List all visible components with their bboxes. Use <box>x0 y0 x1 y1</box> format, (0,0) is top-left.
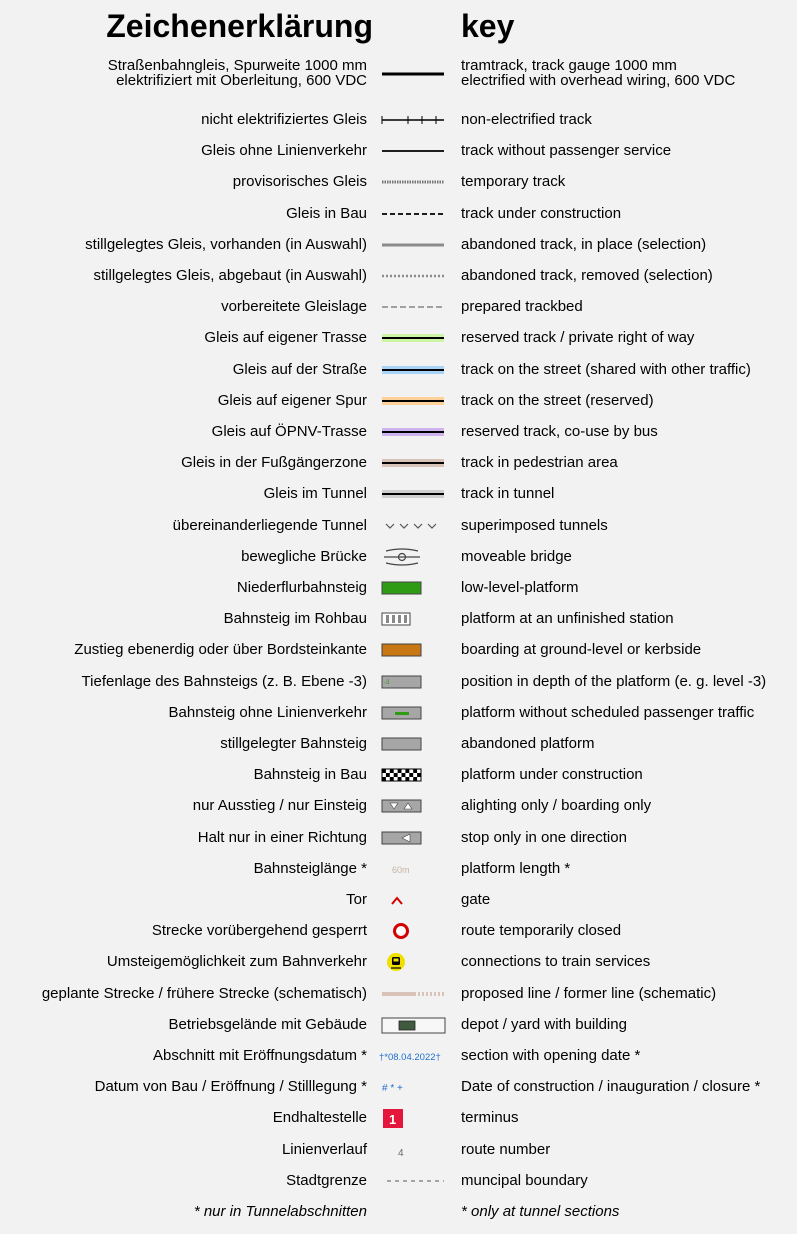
svg-text:-3: -3 <box>384 679 390 686</box>
removed-track-icon <box>378 266 448 286</box>
legend-label-en: low-level-platform <box>461 579 579 596</box>
alight-board-only-icon <box>378 796 448 816</box>
legend-label-en: temporary track <box>461 173 566 191</box>
legend-label-de: stillgelegtes Gleis, vorhanden (in Auswahl) <box>85 235 367 253</box>
legend-row <box>0 547 797 567</box>
legend-label-en: platform without scheduled passenger traffic <box>461 703 755 721</box>
legend-label-de: Gleis in der Fußgängerzone <box>181 454 367 472</box>
bus-track-icon <box>378 422 448 442</box>
legend-label-de: stillgelegtes Gleis, abgebaut (in Auswahl) <box>93 267 367 284</box>
platform-length-icon <box>378 859 448 879</box>
legend-row <box>0 1202 797 1222</box>
legend-row <box>0 1108 797 1128</box>
own-lane-track-icon <box>378 391 448 411</box>
legend-label-en: tramtrack, track gauge 1000 mm electrified with overhead wiring, 600 VDC <box>461 57 736 89</box>
legend-label-en: moveable bridge <box>461 547 572 565</box>
legend-row <box>0 734 797 754</box>
legend-label-en: abandoned track, in place (selection) <box>461 235 707 253</box>
legend-label-en: gate <box>461 891 491 908</box>
legend-label-en: reserved track, co-use by bus <box>461 423 658 440</box>
legend-row <box>0 57 797 89</box>
legend-label-en: track under construction <box>461 204 622 222</box>
legend-row <box>0 796 797 816</box>
legend-label-en: track in tunnel <box>461 485 555 503</box>
terminus-text: 1 <box>389 1112 397 1128</box>
legend-row <box>0 578 797 598</box>
legend-label-de: Bahnsteig im Rohbau <box>223 610 367 628</box>
platform-length-text: 60m <box>392 864 410 875</box>
legend-row <box>0 110 797 130</box>
legend-label-en: track without passenger service <box>461 142 672 160</box>
title-english: key <box>461 8 515 44</box>
legend-label-de: Gleis auf eigener Trasse <box>204 329 367 347</box>
legend-row <box>0 1015 797 1035</box>
prepared-trackbed-icon <box>378 297 448 317</box>
kerbside-boarding-icon <box>378 640 448 660</box>
one-direction-stop-icon <box>378 828 448 848</box>
depot-icon <box>378 1015 448 1035</box>
legend-row <box>0 1046 797 1066</box>
legend-label-en: reserved track / private right of way <box>461 329 695 347</box>
non-electrified-track-icon <box>378 110 448 130</box>
route-number-text: 4 <box>398 1147 404 1159</box>
legend-label-en: non-electrified track <box>461 111 592 128</box>
legend-label-de: Strecke vorübergehend gesperrt <box>151 922 367 940</box>
abandoned-platform-icon <box>378 734 448 754</box>
legend-label-en: * only at tunnel sections <box>461 1203 620 1220</box>
gate-icon <box>378 890 448 910</box>
low-platform-icon <box>378 578 448 598</box>
legend-label-de: Linienverlauf <box>281 1140 367 1158</box>
legend-row <box>0 1140 797 1160</box>
legend-row <box>0 952 797 972</box>
legend-label-de: Bahnsteig ohne Linienverkehr <box>168 703 367 721</box>
legend-label-de: Gleis im Tunnel <box>263 485 367 503</box>
legend-label-de: nur Ausstieg / nur Einsteig <box>192 797 367 815</box>
legend-label-de: geplante Strecke / frühere Strecke (schematisch) <box>41 984 367 1002</box>
legend-row <box>0 484 797 504</box>
legend-label-de: nicht elektrifiziertes Gleis <box>201 111 367 128</box>
superimposed-tunnels-icon <box>378 516 448 536</box>
legend-row <box>0 703 797 723</box>
legend-label-de: * nur in Tunnelabschnitten <box>193 1203 367 1220</box>
route-closed-icon <box>378 921 448 941</box>
legend-label-de: bewegliche Brücke <box>241 547 367 565</box>
temporary-track-icon <box>378 172 448 192</box>
legend-label-en: track on the street (reserved) <box>461 391 654 409</box>
legend-label-de: Endhaltestelle <box>272 1109 367 1127</box>
legend-label-en: route number <box>461 1140 551 1158</box>
legend-row <box>0 640 797 660</box>
legend-row <box>0 921 797 941</box>
construction-platform-icon <box>378 765 448 785</box>
opening-date-icon <box>378 1046 448 1066</box>
legend-label-de: Halt nur in einer Richtung <box>197 828 367 846</box>
unfinished-platform-icon <box>378 609 448 629</box>
legend-row <box>0 609 797 629</box>
opening-date-text: †*08.04.2022† <box>379 1052 441 1063</box>
legend-label-de: Gleis auf ÖPNV-Trasse <box>211 423 367 440</box>
legend-label-en: boarding at ground-level or kerbside <box>461 641 702 659</box>
legend-row <box>0 172 797 192</box>
legend-label-en: abandoned platform <box>461 735 595 752</box>
legend-row <box>0 235 797 255</box>
legend-row <box>0 765 797 785</box>
reserved-track-icon <box>378 328 448 348</box>
legend-label-de: übereinanderliegende Tunnel <box>172 516 367 534</box>
unused-platform-icon <box>378 703 448 723</box>
route-number-icon <box>378 1140 448 1160</box>
legend-label-de: Tiefenlage des Bahnsteigs (z. B. Ebene -3) <box>81 672 367 690</box>
legend-row <box>0 890 797 910</box>
date-markers-text: # * + <box>382 1083 403 1095</box>
moveable-bridge-icon <box>378 547 448 567</box>
legend-row <box>0 828 797 848</box>
legend-row <box>0 360 797 380</box>
street-track-icon <box>378 360 448 380</box>
legend-row <box>0 141 797 161</box>
legend-label-de: Niederflurbahnsteig <box>236 579 367 596</box>
legend-label-en: platform under construction <box>461 766 643 784</box>
legend-row <box>0 672 797 692</box>
legend-row <box>0 204 797 224</box>
legend-row <box>0 391 797 411</box>
legend-label-en: prepared trackbed <box>461 298 583 316</box>
tram-track-icon <box>378 64 448 84</box>
legend-row <box>0 984 797 1004</box>
legend-row <box>0 422 797 442</box>
legend-label-en: section with opening date * <box>461 1047 641 1064</box>
legend-label-de: Bahnsteiglänge * <box>253 859 367 877</box>
legend-row <box>0 1171 797 1191</box>
date-markers-icon <box>378 1077 448 1097</box>
legend-label-de: Zustieg ebenerdig oder über Bordsteinkante <box>74 641 367 659</box>
legend-label-en: route temporarily closed <box>461 922 622 940</box>
legend-label-en: position in depth of the platform (e. g. level -3) <box>461 672 767 690</box>
legend-label-de: Tor <box>346 891 367 908</box>
legend-label-de: Abschnitt mit Eröffnungsdatum * <box>153 1047 367 1064</box>
legend-label-de: Datum von Bau / Eröffnung / Stilllegung * <box>94 1078 367 1096</box>
legend-label-de: Gleis ohne Linienverkehr <box>201 142 367 160</box>
legend-label-en: terminus <box>461 1109 519 1127</box>
legend-label-de: Gleis auf der Straße <box>232 360 367 378</box>
legend-label-en: track in pedestrian area <box>461 454 618 472</box>
legend-label-de: Umsteigemöglichkeit zum Bahnverkehr <box>106 953 367 971</box>
legend-label-de: Betriebsgelände mit Gebäude <box>168 1015 367 1033</box>
legend-label-de: Gleis auf eigener Spur <box>217 391 367 409</box>
terminus-icon <box>378 1108 448 1128</box>
legend-label-en: depot / yard with building <box>461 1015 627 1033</box>
legend-label-en: stop only in one direction <box>461 828 627 846</box>
legend-label-de: Gleis in Bau <box>286 204 367 222</box>
construction-track-icon <box>378 204 448 224</box>
legend-row <box>0 1077 797 1097</box>
legend-label-en: proposed line / former line (schematic) <box>461 984 717 1002</box>
tunnel-track-icon <box>378 484 448 504</box>
legend-label-en: platform at an unfinished station <box>461 610 674 628</box>
legend-label-de: stillgelegter Bahnsteig <box>220 735 367 752</box>
train-connection-icon <box>378 952 448 972</box>
legend-label-de: Stadtgrenze <box>286 1171 367 1189</box>
proposed-former-line-icon <box>378 984 448 1004</box>
pedestrian-track-icon <box>378 453 448 473</box>
legend-label-en: abandoned track, removed (selection) <box>461 267 713 284</box>
legend-label-de: Straßenbahngleis, Spurweite 1000 mm elektrifiziert mit Oberleitung, 600 VDC <box>107 57 367 89</box>
legend-label-en: platform length * <box>461 859 571 877</box>
legend-label-en: muncipal boundary <box>461 1171 588 1189</box>
municipal-boundary-icon <box>378 1171 448 1191</box>
legend-label-en: alighting only / boarding only <box>461 797 652 815</box>
legend-row <box>0 266 797 286</box>
legend-row <box>0 297 797 317</box>
legend-row <box>0 328 797 348</box>
service-track-icon <box>378 141 448 161</box>
abandoned-track-icon <box>378 235 448 255</box>
legend-label-en: superimposed tunnels <box>461 516 608 534</box>
legend-row <box>0 859 797 879</box>
legend-label-en: track on the street (shared with other traffic) <box>461 360 751 378</box>
legend-label-de: provisorisches Gleis <box>232 173 367 191</box>
legend-label-de: vorbereitete Gleislage <box>221 298 367 316</box>
legend-row <box>0 516 797 536</box>
legend-label-en: Date of construction / inauguration / closure * <box>461 1078 761 1096</box>
legend-label-de: Bahnsteig in Bau <box>253 766 367 784</box>
legend-label-en: connections to train services <box>461 953 651 971</box>
title-german: Zeichenerklärung <box>106 8 373 44</box>
platform-depth-icon <box>378 672 448 692</box>
legend-row <box>0 453 797 473</box>
